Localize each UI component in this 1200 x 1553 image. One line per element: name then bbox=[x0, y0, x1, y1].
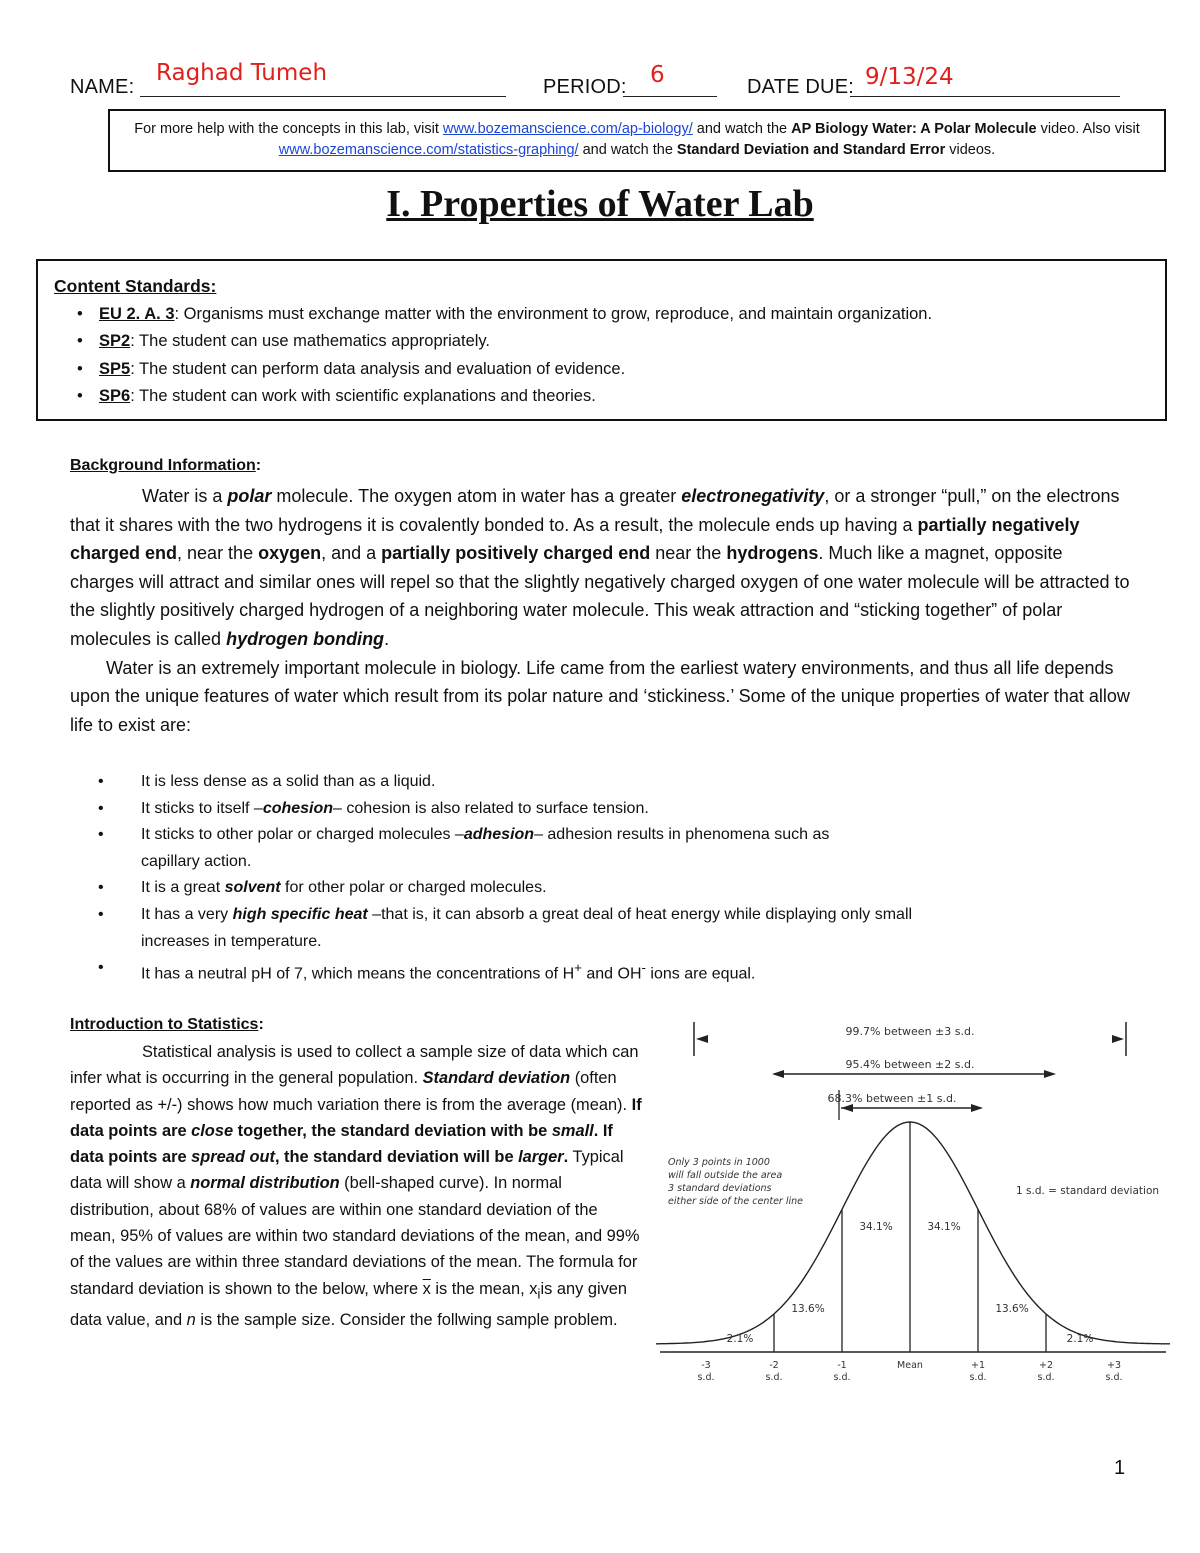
standard-item bbox=[99, 356, 1165, 384]
help-text-5: videos. bbox=[945, 142, 996, 158]
tick-label-unit: s.d. bbox=[765, 1372, 783, 1383]
background-heading-text: Background Information bbox=[70, 457, 256, 474]
bg-run: near the bbox=[650, 543, 727, 564]
stats-run: Statistical analysis is used to collect a sample size of data which can infer what is occurring in the general population. bbox=[70, 1043, 639, 1088]
stats-run-bold: together, the standard deviation with be bbox=[233, 1121, 552, 1140]
property-text: – cohesion is also related to surface tension. bbox=[333, 799, 649, 817]
date-underline bbox=[850, 96, 1120, 97]
name-value[interactable]: Raghad Tumeh bbox=[156, 60, 328, 86]
stats-run: (often reported as +/-) shows how much variation there is from the average (mean). bbox=[70, 1069, 632, 1114]
bozeman-statistics-link[interactable]: www.bozemanscience.com/statistics-graphing/ bbox=[278, 142, 579, 158]
page-title: I. Properties of Water Lab bbox=[386, 183, 814, 225]
tick-label: -3 bbox=[701, 1360, 711, 1371]
help-box bbox=[108, 109, 1166, 172]
property-text: capillary action. bbox=[141, 852, 252, 870]
sd-legend: 1 s.d. = standard deviation bbox=[1016, 1185, 1160, 1197]
stats-term-small: small bbox=[551, 1121, 594, 1140]
range2-label: 95.4% between ±2 s.d. bbox=[845, 1058, 975, 1071]
tick-label: +3 bbox=[1106, 1360, 1122, 1371]
standard-code: SP6 bbox=[99, 387, 131, 405]
tick-label-unit: s.d. bbox=[1037, 1372, 1055, 1383]
bg-run: molecule. The oxygen atom in water has a greater bbox=[271, 486, 682, 506]
list-item bbox=[98, 902, 1138, 955]
stats-run-bold: , the standard deviation will be bbox=[274, 1148, 519, 1167]
standard-text: : The student can work with scientific explanations and theories. bbox=[130, 387, 596, 405]
tick-label-unit: s.d. bbox=[697, 1372, 715, 1383]
bg-term-hydrogens: hydrogens bbox=[726, 543, 819, 564]
note-line: 3 standard deviations bbox=[668, 1183, 772, 1194]
property-text: – adhesion results in phenomena such as bbox=[534, 826, 830, 844]
list-item bbox=[98, 955, 1138, 988]
help-text-2: and watch the bbox=[692, 121, 792, 137]
note-line: Only 3 points in 1000 bbox=[668, 1157, 770, 1168]
range1-right-arrowhead bbox=[971, 1104, 983, 1112]
tick-label: -2 bbox=[769, 1360, 779, 1371]
bg-term-negative-end: partially negatively charged end bbox=[70, 514, 1080, 564]
video-title-water: AP Biology Water: A Polar Molecule bbox=[791, 121, 1037, 137]
normal-distribution-chart bbox=[656, 1012, 1170, 1390]
statistics-heading-colon: : bbox=[258, 1016, 264, 1033]
help-text-1: For more help with the concepts in this lab, visit bbox=[134, 121, 443, 137]
property-text: It has a neutral pH of 7, which means the concentrations of H bbox=[141, 965, 575, 983]
bg-run: , and a bbox=[321, 543, 382, 564]
region-percent-label: 34.1% bbox=[859, 1221, 893, 1233]
stats-term-larger: larger bbox=[518, 1148, 564, 1167]
range3-left-arrowhead bbox=[696, 1035, 708, 1043]
standard-item bbox=[99, 383, 1165, 411]
bg-term-electronegativity: electronegativity bbox=[681, 486, 825, 506]
property-text: It sticks to other polar or charged molecules – bbox=[141, 826, 464, 844]
region-percent-label: 34.1% bbox=[927, 1221, 961, 1233]
bg-run: . bbox=[384, 628, 390, 649]
list-item bbox=[98, 769, 1138, 796]
note-line: either side of the center line bbox=[668, 1196, 803, 1207]
stats-run: is the sample size. Consider the follwing sample problem. bbox=[195, 1311, 618, 1330]
stats-run: (bell-shaped curve). In normal distribution, about 68% of values are within one standard deviation of the mean, 95% of values are within two standard deviations of the mean, and 99% of the values are within three standard deviations of the mean. The formula for standard deviation is shown to the below, where bbox=[70, 1174, 640, 1298]
background-paragraph-2: Water is an extremely important molecule in biology. Life came from the earliest watery environments, and thus all life depends upon the unique features of water which result from its polar nature and ‘stickiness.’ Some of the unique properties of water that allow life to exist are: bbox=[70, 657, 1130, 735]
property-term-adhesion: adhesion bbox=[463, 826, 535, 844]
bg-run: . Much like a magnet, opposite charges will attract and similar ones will repel so that the slightly negatively charged oxygen of one water molecule will be attracted to the slightly positively charged hydrogen of a neighboring water molecule. This weak attraction and “sticking together” of polar molecules is called bbox=[70, 543, 1130, 649]
chart-note bbox=[668, 1157, 803, 1207]
superscript-minus: - bbox=[641, 960, 646, 976]
help-text-4: and watch the bbox=[578, 142, 677, 158]
tick-label-unit: s.d. bbox=[833, 1372, 851, 1383]
stats-run: is the mean, x bbox=[430, 1279, 538, 1298]
water-properties-list bbox=[98, 769, 1138, 988]
normal-curve bbox=[656, 1122, 1170, 1344]
name-underline bbox=[140, 96, 506, 97]
standards-heading: Content Standards: bbox=[54, 276, 217, 296]
standard-text: : The student can perform data analysis and evaluation of evidence. bbox=[130, 359, 626, 378]
property-text: for other polar or charged molecules. bbox=[280, 879, 547, 897]
region-percent-label: 2.1% bbox=[1066, 1333, 1094, 1345]
tick-label: +2 bbox=[1038, 1360, 1054, 1371]
bg-term-oxygen: oxygen bbox=[258, 543, 322, 564]
help-text-3: video. Also visit bbox=[1036, 121, 1140, 137]
property-term-solvent: solvent bbox=[224, 879, 281, 897]
date-value[interactable]: 9/13/24 bbox=[865, 64, 954, 90]
tick-label: +1 bbox=[970, 1360, 986, 1371]
period-label: PERIOD: bbox=[543, 76, 627, 98]
background-heading-colon: : bbox=[255, 457, 262, 474]
bg-term-positive-end: partially positively charged end bbox=[381, 543, 651, 564]
tick-label: Mean bbox=[897, 1360, 923, 1371]
standard-text: : Organisms must exchange matter with the environment to grow, reproduce, and maintain organization. bbox=[174, 304, 933, 323]
name-label: NAME: bbox=[70, 76, 135, 98]
sample-size-symbol: n bbox=[186, 1311, 196, 1330]
note-line: will fall outside the area bbox=[668, 1170, 783, 1181]
list-item bbox=[98, 796, 1138, 823]
content-standards-box bbox=[36, 259, 1167, 421]
period-value[interactable]: 6 bbox=[650, 62, 665, 88]
tick-label: -1 bbox=[837, 1360, 847, 1371]
stats-run-bold: If data points are bbox=[70, 1095, 642, 1140]
background-heading bbox=[70, 457, 261, 475]
property-text: ions are equal. bbox=[645, 965, 756, 983]
property-text: increases in temperature. bbox=[141, 932, 322, 950]
stats-term-spread-out: spread out bbox=[191, 1148, 275, 1167]
chart-range-annotations bbox=[694, 1022, 1126, 1120]
page-number: 1 bbox=[1114, 1457, 1126, 1479]
property-text: It is a great bbox=[141, 879, 225, 897]
stats-run-bold: . If data points are bbox=[70, 1121, 613, 1167]
background-paragraph-1 bbox=[70, 482, 1130, 654]
background-text bbox=[70, 482, 1130, 739]
stats-term-standard-deviation: Standard deviation bbox=[422, 1069, 571, 1088]
period-underline bbox=[623, 96, 717, 97]
property-term-cohesion: cohesion bbox=[262, 799, 334, 817]
stats-run: Typical data will show a bbox=[70, 1148, 624, 1193]
bg-term-hydrogen-bonding: hydrogen bonding bbox=[226, 628, 385, 649]
property-text: It sticks to itself – bbox=[141, 799, 263, 817]
stats-run-bold: . bbox=[563, 1148, 569, 1167]
range1-left-arrowhead bbox=[841, 1104, 853, 1112]
bg-term-polar: polar bbox=[227, 486, 272, 506]
region-percent-label: 2.1% bbox=[726, 1333, 754, 1345]
bg-run: , or a stronger “pull,” on the electrons that it shares with the two hydrogens it is covalently bonded to. As a result, the molecule ends up having a bbox=[70, 486, 1120, 535]
statistics-paragraph bbox=[70, 1039, 645, 1334]
standard-text: : The student can use mathematics appropriately. bbox=[130, 332, 491, 350]
tick-label-unit: s.d. bbox=[969, 1372, 987, 1383]
region-percent-label: 13.6% bbox=[995, 1303, 1029, 1315]
property-text: –that is, it can absorb a great deal of heat energy while displaying only small bbox=[367, 905, 913, 923]
bozeman-ap-biology-link[interactable]: www.bozemanscience.com/ap-biology/ bbox=[442, 121, 693, 137]
range2-right-arrowhead bbox=[1044, 1070, 1056, 1078]
standard-code: SP5 bbox=[99, 359, 131, 378]
standard-code: EU 2. A. 3 bbox=[99, 304, 175, 323]
statistics-heading bbox=[70, 1016, 264, 1034]
standards-list bbox=[54, 301, 1165, 411]
stats-run: is any given data value, and bbox=[70, 1279, 628, 1330]
tick-label-unit: s.d. bbox=[1105, 1372, 1123, 1383]
subscript-i: i bbox=[537, 1285, 541, 1301]
standard-item bbox=[99, 328, 1165, 356]
stats-term-close: close bbox=[191, 1121, 234, 1140]
standard-code: SP2 bbox=[99, 332, 131, 350]
bg-run: , near the bbox=[177, 543, 259, 564]
list-item bbox=[98, 822, 1138, 875]
statistics-heading-text: Introduction to Statistics bbox=[70, 1016, 259, 1033]
date-label: DATE DUE: bbox=[747, 76, 854, 98]
range2-left-arrowhead bbox=[772, 1070, 784, 1078]
bg-run: Water is a bbox=[142, 486, 228, 506]
list-item bbox=[98, 875, 1138, 902]
region-percent-label: 13.6% bbox=[791, 1303, 825, 1315]
range1-label: 68.3% between ±1 s.d. bbox=[827, 1092, 957, 1105]
standard-item bbox=[99, 301, 1165, 329]
stats-term-normal-distribution: normal distribution bbox=[190, 1174, 340, 1193]
property-text: It is less dense as a solid than as a liquid. bbox=[141, 773, 436, 790]
property-text: and OH bbox=[581, 965, 642, 983]
range3-label: 99.7% between ±3 s.d. bbox=[845, 1025, 975, 1038]
superscript-plus: + bbox=[574, 960, 582, 976]
property-text: It has a very bbox=[141, 905, 233, 923]
range3-right-arrowhead bbox=[1112, 1035, 1124, 1043]
mean-symbol: $\overline{x}$ bbox=[422, 1279, 431, 1298]
video-title-stats: Standard Deviation and Standard Error bbox=[676, 142, 946, 158]
property-term-specific-heat: high specific heat bbox=[232, 905, 368, 923]
